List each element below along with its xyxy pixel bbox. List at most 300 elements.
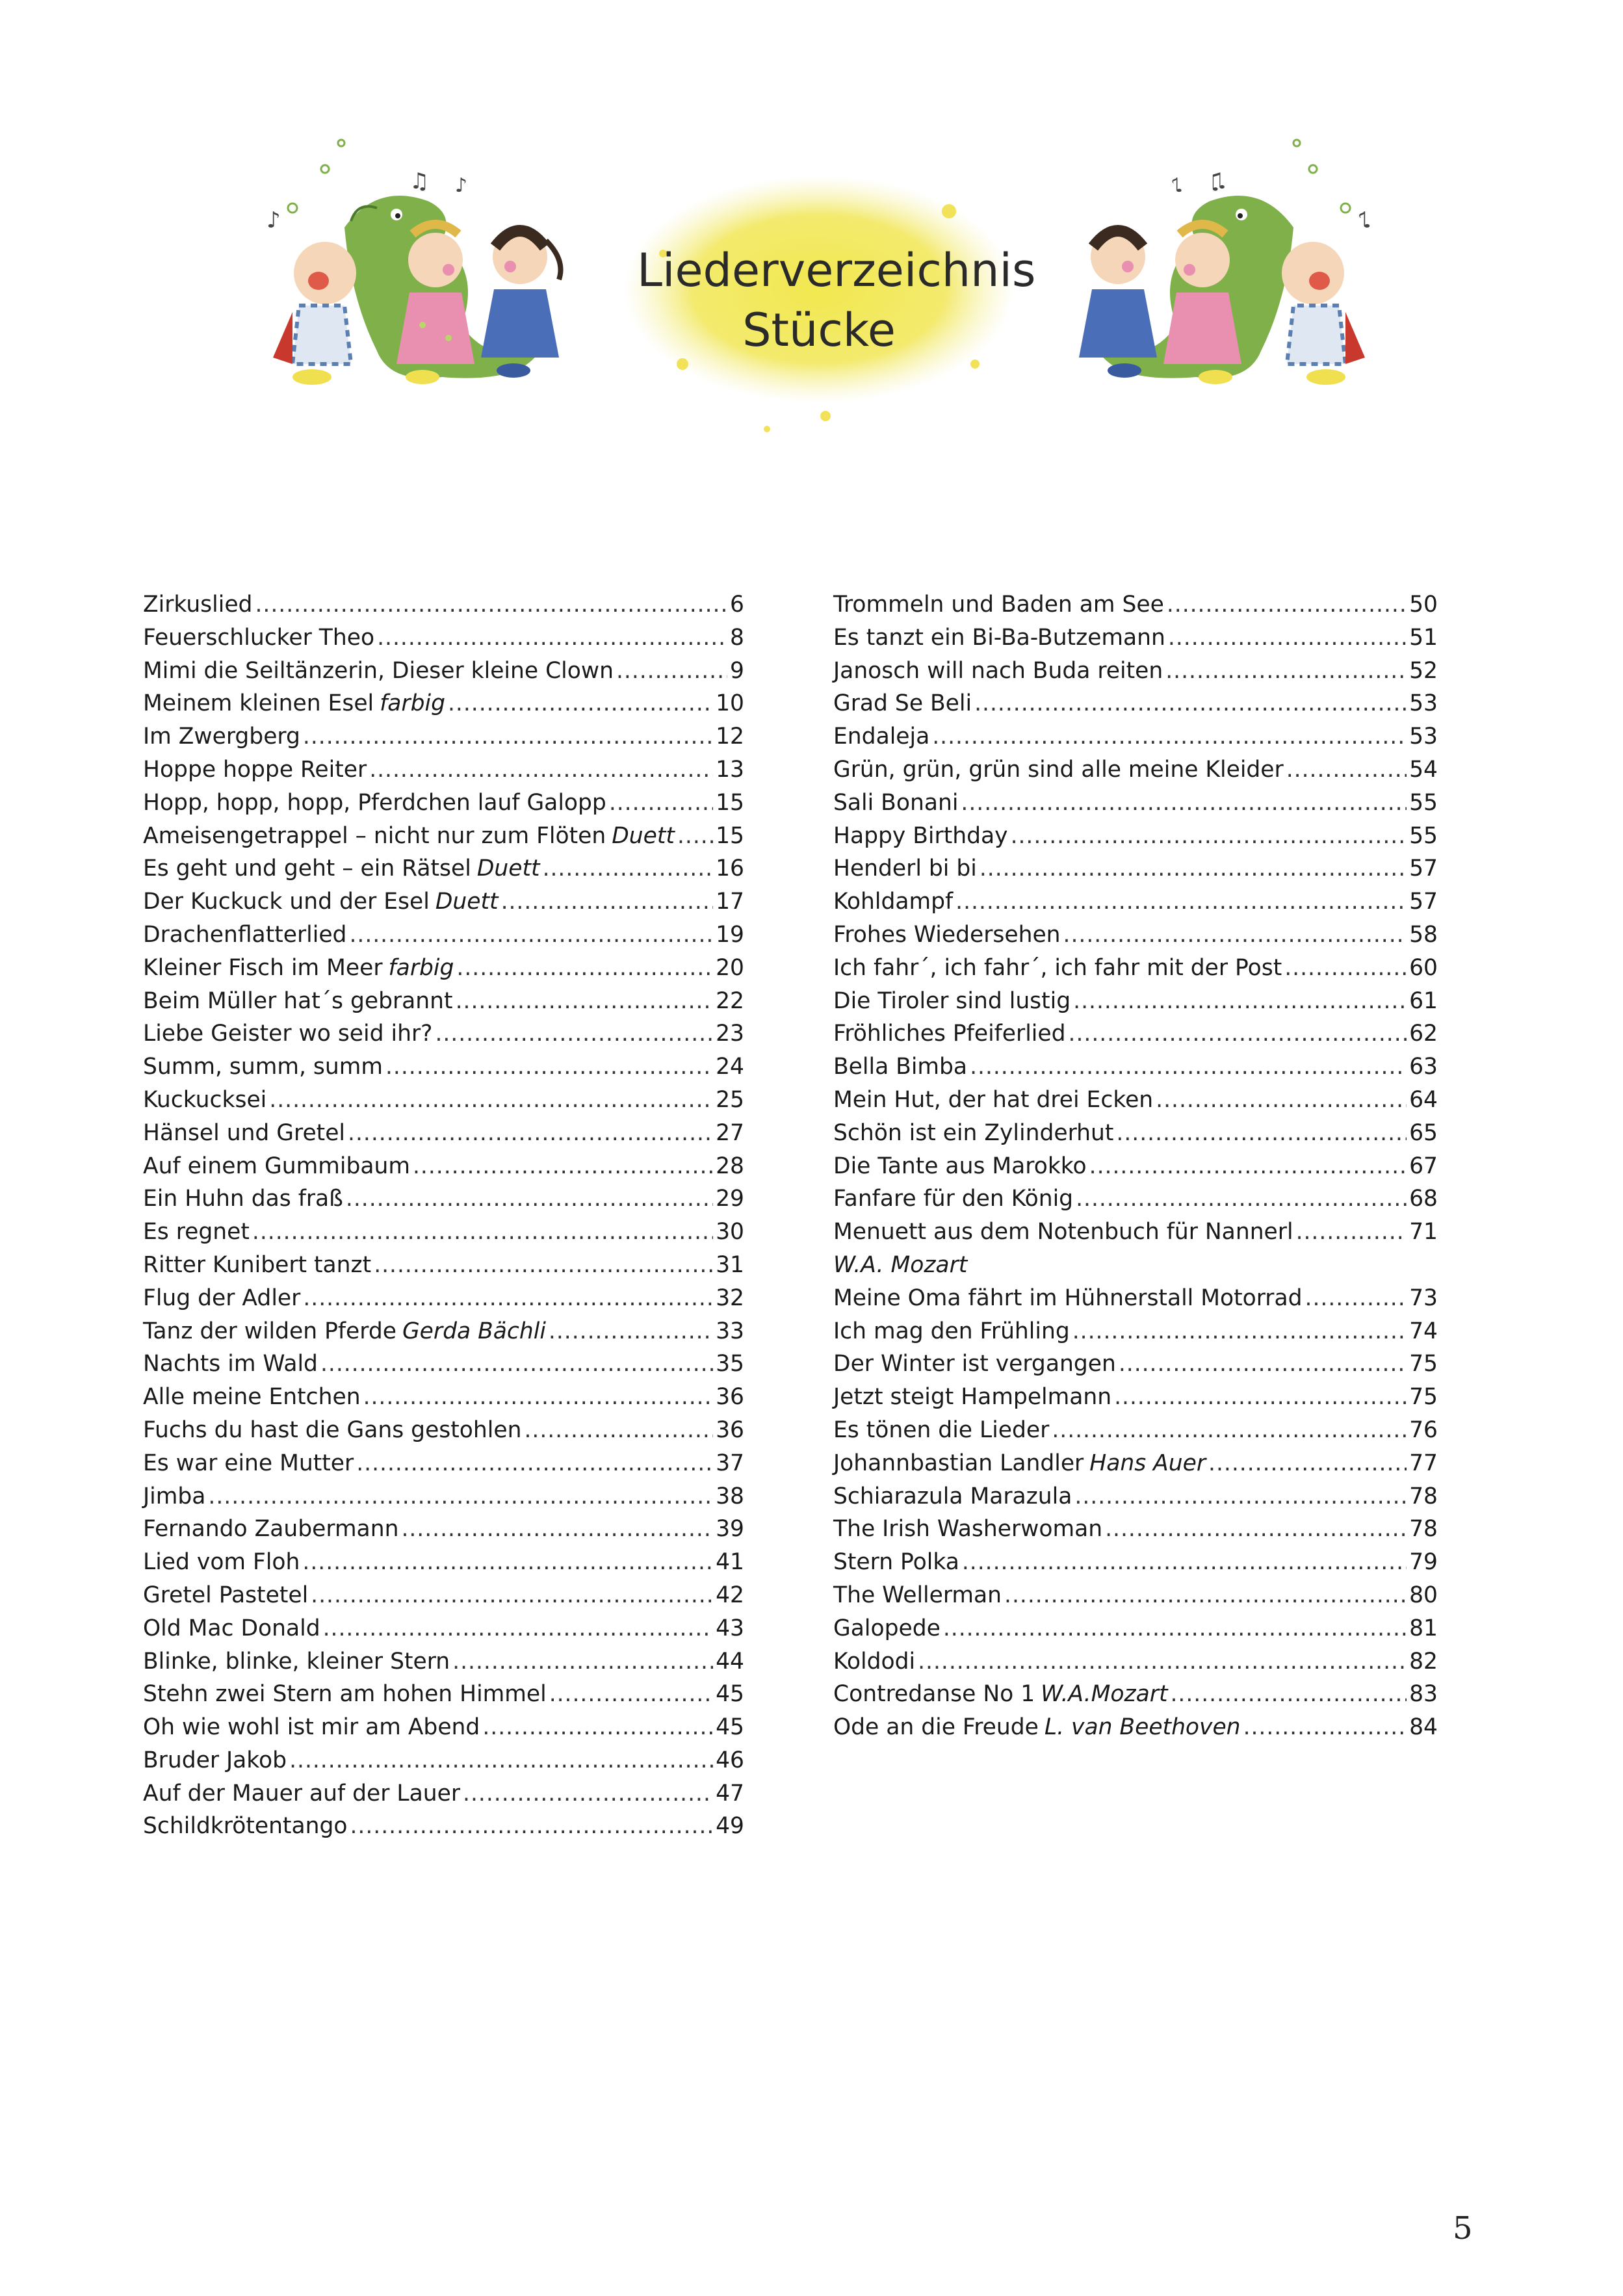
toc-entry [833,1678,1438,1711]
dot-leader [208,1480,713,1513]
entry-page-number: 41 [716,1549,744,1576]
dot-leader [252,1216,713,1249]
dot-leader [1089,1150,1407,1183]
entry-page-number: 57 [1409,855,1438,882]
entry-annotation: farbig [388,954,454,981]
entry-title: Kuckucksei [143,1086,267,1113]
entry-title: Liebe Geister wo seid ihr? [143,1021,433,1047]
toc-entry [833,1182,1438,1216]
entry-annotation: Hans Auer [1089,1450,1206,1476]
dot-leader [448,687,713,720]
dot-leader [349,919,713,952]
page-title [637,241,1036,360]
dot-leader [918,1645,1407,1678]
entry-title: Beim Müller hat´s gebrannt [143,987,453,1014]
toc-entry [143,1678,744,1711]
toc-entry [143,687,744,720]
entry-title: Auf einem Gummibaum [143,1153,410,1179]
toc-entry [143,1282,744,1315]
toc-entry [833,1480,1438,1513]
entry-title: Die Tiroler sind lustig [833,987,1071,1014]
toc-entry [833,1414,1438,1447]
entry-page-number: 53 [1409,724,1438,750]
entry-title: Old Mac Donald [143,1615,320,1641]
toc-entry [833,1711,1438,1744]
header-illustration [247,111,1391,475]
toc-entry [833,885,1438,919]
entry-title: Jetzt steigt Hampelmann [833,1384,1112,1411]
entry-title: Drachenflatterlied [143,921,347,948]
dot-leader [323,1612,713,1645]
toc-entry [833,852,1438,885]
entry-page-number: 52 [1409,657,1438,684]
dot-leader [435,1017,713,1050]
dot-leader [289,1744,713,1777]
toc-entry [833,1282,1438,1315]
toc-entry [143,1216,744,1249]
dot-leader [385,1050,713,1084]
entry-title: Es regnet [143,1219,250,1246]
entry-page-number: 44 [716,1648,744,1675]
toc-entry [143,1546,744,1579]
entry-title: Schildkrötentango [143,1813,348,1840]
entry-title: Auf der Mauer auf der Lauer [143,1780,461,1807]
entry-title: Meinem kleinen Esel [143,690,374,717]
entry-annotation: L. van Beethoven [1044,1714,1241,1741]
toc-entry [143,1513,744,1546]
entry-title: Kohldampf [833,889,954,915]
entry-page-number: 55 [1409,822,1438,849]
entry-title: Der Kuckuck und der Esel [143,889,430,915]
dot-leader [356,1447,713,1480]
dot-leader [377,621,727,655]
dot-leader [413,1150,713,1183]
toc-entry [833,787,1438,820]
dot-leader [346,1182,713,1216]
toc-entry [833,588,1438,621]
dot-leader [374,1249,713,1282]
dot-leader [609,787,713,820]
entry-annotation: Duett [612,822,675,849]
entry-title: Es geht und geht – ein Rätsel [143,855,471,882]
entry-title: Koldodi [833,1648,916,1675]
toc-entry [143,1744,744,1777]
entry-page-number: 45 [716,1714,744,1741]
entry-page-number: 49 [716,1813,744,1840]
entry-title: Kleiner Fisch im Meer [143,954,383,981]
entry-title: Bella Bimba [833,1054,968,1080]
dot-leader [1168,621,1407,655]
svg-text:♪: ♪ [1357,207,1371,233]
toc-entry [143,1249,744,1282]
dot-leader [501,885,714,919]
entry-title: Happy Birthday [833,822,1008,849]
toc-entry [143,1050,744,1084]
dot-leader [961,787,1407,820]
entry-annotation: W.A.Mozart [1041,1681,1168,1708]
toc-entry [143,1182,744,1216]
entry-page-number: 64 [1409,1086,1438,1113]
dot-leader [677,820,713,853]
toc-entry [143,655,744,688]
entry-page-number: 43 [716,1615,744,1641]
toc-entry [833,1513,1438,1546]
svg-text:♪: ♪ [455,174,468,197]
entry-page-number: 28 [716,1153,744,1179]
dot-leader [943,1612,1407,1645]
entry-page-number: 65 [1409,1119,1438,1146]
toc-entry [143,1480,744,1513]
toc-entry [143,1711,744,1744]
entry-composer: W.A. Mozart [833,1251,968,1278]
entry-page-number: 39 [716,1516,744,1543]
entry-page-number: 8 [730,624,744,651]
toc-entry [143,1447,744,1480]
toc-entry [143,1645,744,1678]
entry-title: Ameisengetrappel – nicht nur zum Flöten [143,822,606,849]
toc-entry [143,985,744,1018]
dot-leader [1284,952,1407,985]
entry-title: Ein Huhn das fraß [143,1186,343,1212]
svg-text:♫: ♫ [1208,168,1228,194]
entry-page-number: 38 [716,1483,744,1509]
entry-page-number: 75 [1409,1384,1438,1411]
entry-title: Stehn zwei Stern am hohen Himmel [143,1681,547,1708]
title-line-2: Stücke [742,304,896,357]
dot-leader [1073,985,1407,1018]
entry-page-number: 68 [1409,1186,1438,1212]
dot-leader [1074,1480,1407,1513]
entry-page-number: 51 [1409,624,1438,651]
toc-entry [833,1612,1438,1645]
toc-entry [143,952,744,985]
toc-entry [833,655,1438,688]
dot-leader [1076,1182,1407,1216]
entry-page-number: 50 [1409,592,1438,618]
entry-title: Johannbastian Landler [833,1450,1084,1476]
dot-leader [1243,1711,1407,1744]
toc-entry [143,753,744,787]
dot-leader [616,655,727,688]
entry-page-number: 19 [716,921,744,948]
entry-title: Es tönen die Lieder [833,1416,1050,1443]
toc-entry [833,753,1438,787]
dot-leader [962,1546,1407,1579]
entry-title: Endaleja [833,724,930,750]
entry-page-number: 84 [1409,1714,1438,1741]
entry-title: Hänsel und Gretel [143,1119,346,1146]
dot-leader [1004,1579,1407,1612]
entry-page-number: 16 [716,855,744,882]
entry-page-number: 79 [1409,1549,1438,1576]
entry-title: Henderl bi bi [833,855,977,882]
entry-page-number: 77 [1409,1450,1438,1476]
entry-title: Alle meine Entchen [143,1384,361,1411]
dot-leader [1165,655,1407,688]
toc-entry [143,1612,744,1645]
dot-leader [1286,753,1407,787]
svg-text:♪: ♪ [266,207,281,233]
entry-page-number: 45 [716,1681,744,1708]
entry-title: Im Zwergberg [143,724,300,750]
dot-leader [311,1579,713,1612]
dot-leader [1119,1348,1407,1381]
dot-leader [255,588,727,621]
dot-leader [302,1546,713,1579]
dot-leader [1011,820,1407,853]
toc-entry [143,1810,744,1843]
dot-leader [932,720,1407,753]
entry-title: Bruder Jakob [143,1747,287,1773]
toc-column-left [143,588,744,1843]
dot-leader [348,1117,713,1150]
toc-entry [833,1381,1438,1414]
entry-title: Ode an die Freude [833,1714,1039,1741]
toc-entry [833,1447,1438,1480]
toc-entry [143,1348,744,1381]
entry-title: Schiarazula Marazula [833,1483,1072,1509]
entry-title: Fuchs du hast die Gans gestohlen [143,1416,522,1443]
dot-leader [543,852,714,885]
toc-entry [833,720,1438,753]
entry-title: Trommeln und Baden am See [833,592,1164,618]
dot-leader [1052,1414,1407,1447]
entry-annotation: Gerda Bächli [402,1318,546,1344]
dot-leader [980,852,1407,885]
toc-entry [833,621,1438,655]
entry-title: Die Tante aus Marokko [833,1153,1087,1179]
toc-entry [833,1645,1438,1678]
toc-entry [833,820,1438,853]
entry-title: Stern Polka [833,1549,959,1576]
title-line-1: Liederverzeichnis [637,244,1036,297]
toc-entry [143,885,744,919]
dot-leader [350,1810,713,1843]
dot-leader [320,1348,713,1381]
entry-page-number: 36 [716,1416,744,1443]
entry-title: Nachts im Wald [143,1351,318,1377]
dot-leader [524,1414,713,1447]
entry-page-number: 47 [716,1780,744,1807]
entry-title: Menuett aus dem Notenbuch für Nannerl [833,1219,1293,1246]
entry-title: Mein Hut, der hat drei Ecken [833,1086,1154,1113]
dot-leader [1114,1381,1407,1414]
entry-page-number: 20 [716,954,744,981]
entry-page-number: 15 [716,789,744,816]
entry-title: Mimi die Seiltänzerin, Dieser kleine Clown [143,657,614,684]
entry-page-number: 78 [1409,1483,1438,1509]
entry-page-number: 83 [1409,1681,1438,1708]
entry-page-number: 42 [716,1582,744,1608]
entry-title: The Wellerman [833,1582,1002,1608]
dot-leader [269,1084,713,1117]
toc-entry [143,820,744,853]
entry-annotation: Duett [476,855,540,882]
entry-page-number: 17 [716,889,744,915]
entry-page-number: 53 [1409,690,1438,717]
dot-leader [456,985,714,1018]
entry-page-number: 58 [1409,921,1438,948]
dot-leader [1063,919,1407,952]
svg-text:♫: ♫ [409,168,430,194]
dot-leader [1156,1084,1407,1117]
dot-leader [452,1645,713,1678]
dot-leader [974,687,1407,720]
toc-entry [143,1117,744,1150]
dot-leader [1305,1282,1407,1315]
entry-page-number: 82 [1409,1648,1438,1675]
toc-entry [833,1017,1438,1050]
toc-entry [833,1546,1438,1579]
entry-page-number: 6 [730,592,744,618]
entry-page-number: 71 [1409,1219,1438,1246]
entry-page-number: 35 [716,1351,744,1377]
toc-entry [143,852,744,885]
toc-entry [833,1315,1438,1348]
toc-entry [833,952,1438,985]
dot-leader [549,1315,713,1348]
entry-title: Galopede [833,1615,941,1641]
entry-title: Lied vom Floh [143,1549,300,1576]
toc-column-right [833,588,1438,1744]
dot-leader [955,885,1407,919]
entry-page-number: 33 [716,1318,744,1344]
entry-page-number: 12 [716,724,744,750]
characters-right [1027,130,1391,416]
entry-page-number: 25 [716,1086,744,1113]
entry-page-number: 23 [716,1021,744,1047]
entry-page-number: 78 [1409,1516,1438,1543]
entry-page-number: 15 [716,822,744,849]
entry-title: Ich mag den Frühling [833,1318,1070,1344]
entry-page-number: 60 [1409,954,1438,981]
dot-leader [401,1513,713,1546]
toc-entry [143,1017,744,1050]
entry-page-number: 36 [716,1384,744,1411]
entry-title: Hopp, hopp, hopp, Pferdchen lauf Galopp [143,789,606,816]
entry-title: Der Winter ist vergangen [833,1351,1116,1377]
dot-leader [1116,1117,1407,1150]
entry-page-number: 22 [716,987,744,1014]
entry-title: Fanfare für den König [833,1186,1074,1212]
entry-annotation: Duett [435,889,499,915]
dot-leader [549,1678,713,1711]
entry-page-number: 55 [1409,789,1438,816]
toc-entry [833,1050,1438,1084]
dot-leader [1208,1447,1407,1480]
entry-title: Ich fahr´, ich fahr´, ich fahr mit der Post [833,954,1282,981]
entry-title: Jimba [143,1483,206,1509]
toc-entry [143,1777,744,1810]
entry-title: Contredanse No 1 [833,1681,1035,1708]
entry-page-number: 9 [730,657,744,684]
entry-title: Es tanzt ein Bi-Ba-Butzemann [833,624,1165,651]
page-number: 5 [1453,2210,1473,2247]
toc-entry [143,588,744,621]
toc-entry [143,1414,744,1447]
dot-leader [1296,1216,1407,1249]
entry-page-number: 31 [716,1251,744,1278]
toc-entry [143,720,744,753]
entry-title: Hoppe hoppe Reiter [143,756,367,783]
dot-leader [1170,1678,1407,1711]
entry-page-number: 63 [1409,1054,1438,1080]
entry-title: Meine Oma fährt im Hühnerstall Motorrad [833,1285,1303,1311]
entry-title: Blinke, blinke, kleiner Stern [143,1648,450,1675]
entry-page-number: 80 [1409,1582,1438,1608]
toc-entry [143,621,744,655]
dot-leader [363,1381,714,1414]
entry-title: Sali Bonani [833,789,959,816]
toc-entry [143,1315,744,1348]
toc-entry [833,687,1438,720]
dot-leader [1072,1315,1407,1348]
entry-page-number: 54 [1409,756,1438,783]
dot-leader [482,1711,713,1744]
dot-leader [463,1777,713,1810]
toc-entry [833,1084,1438,1117]
entry-page-number: 74 [1409,1318,1438,1344]
entry-title: Zirkuslied [143,592,253,618]
entry-title: Summ, summ, summ [143,1054,383,1080]
entry-page-number: 75 [1409,1351,1438,1377]
toc-entry [143,1084,744,1117]
entry-page-number: 37 [716,1450,744,1476]
entry-title: Es war eine Mutter [143,1450,354,1476]
entry-page-number: 61 [1409,987,1438,1014]
toc-entry [833,919,1438,952]
entry-page-number: 29 [716,1186,744,1212]
entry-title: Fröhliches Pfeiferlied [833,1021,1066,1047]
entry-page-number: 81 [1409,1615,1438,1641]
entry-title: Gretel Pastetel [143,1582,309,1608]
svg-text:♪: ♪ [1170,174,1183,197]
toc-entry [143,1381,744,1414]
entry-page-number: 30 [716,1219,744,1246]
toc-entry [833,1348,1438,1381]
toc-entry [143,919,744,952]
entry-title: Janosch will nach Buda reiten [833,657,1163,684]
dot-leader [303,720,713,753]
toc-entry [143,1150,744,1183]
entry-page-number: 10 [716,690,744,717]
dot-leader [369,753,713,787]
toc-entry [143,787,744,820]
entry-page-number: 46 [716,1747,744,1773]
dot-leader [303,1282,713,1315]
entry-title: Fernando Zaubermann [143,1516,399,1543]
entry-page-number: 62 [1409,1021,1438,1047]
entry-title: Oh wie wohl ist mir am Abend [143,1714,480,1741]
entry-title: Schön ist ein Zylinderhut [833,1119,1114,1146]
toc-entry [833,985,1438,1018]
entry-page-number: 73 [1409,1285,1438,1311]
dot-leader [970,1050,1407,1084]
characters-left [247,130,611,416]
entry-page-number: 32 [716,1285,744,1311]
entry-title: Feuerschlucker Theo [143,624,375,651]
toc-entry [833,1216,1438,1249]
entry-title: Grün, grün, grün sind alle meine Kleider [833,756,1284,783]
dot-leader [1167,588,1407,621]
entry-title: Ritter Kunibert tanzt [143,1251,372,1278]
entry-annotation: farbig [380,690,445,717]
toc-entry [143,1579,744,1612]
entry-page-number: 57 [1409,889,1438,915]
toc-entry [833,1579,1438,1612]
entry-page-number: 24 [716,1054,744,1080]
entry-title: Frohes Wiedersehen [833,921,1061,948]
